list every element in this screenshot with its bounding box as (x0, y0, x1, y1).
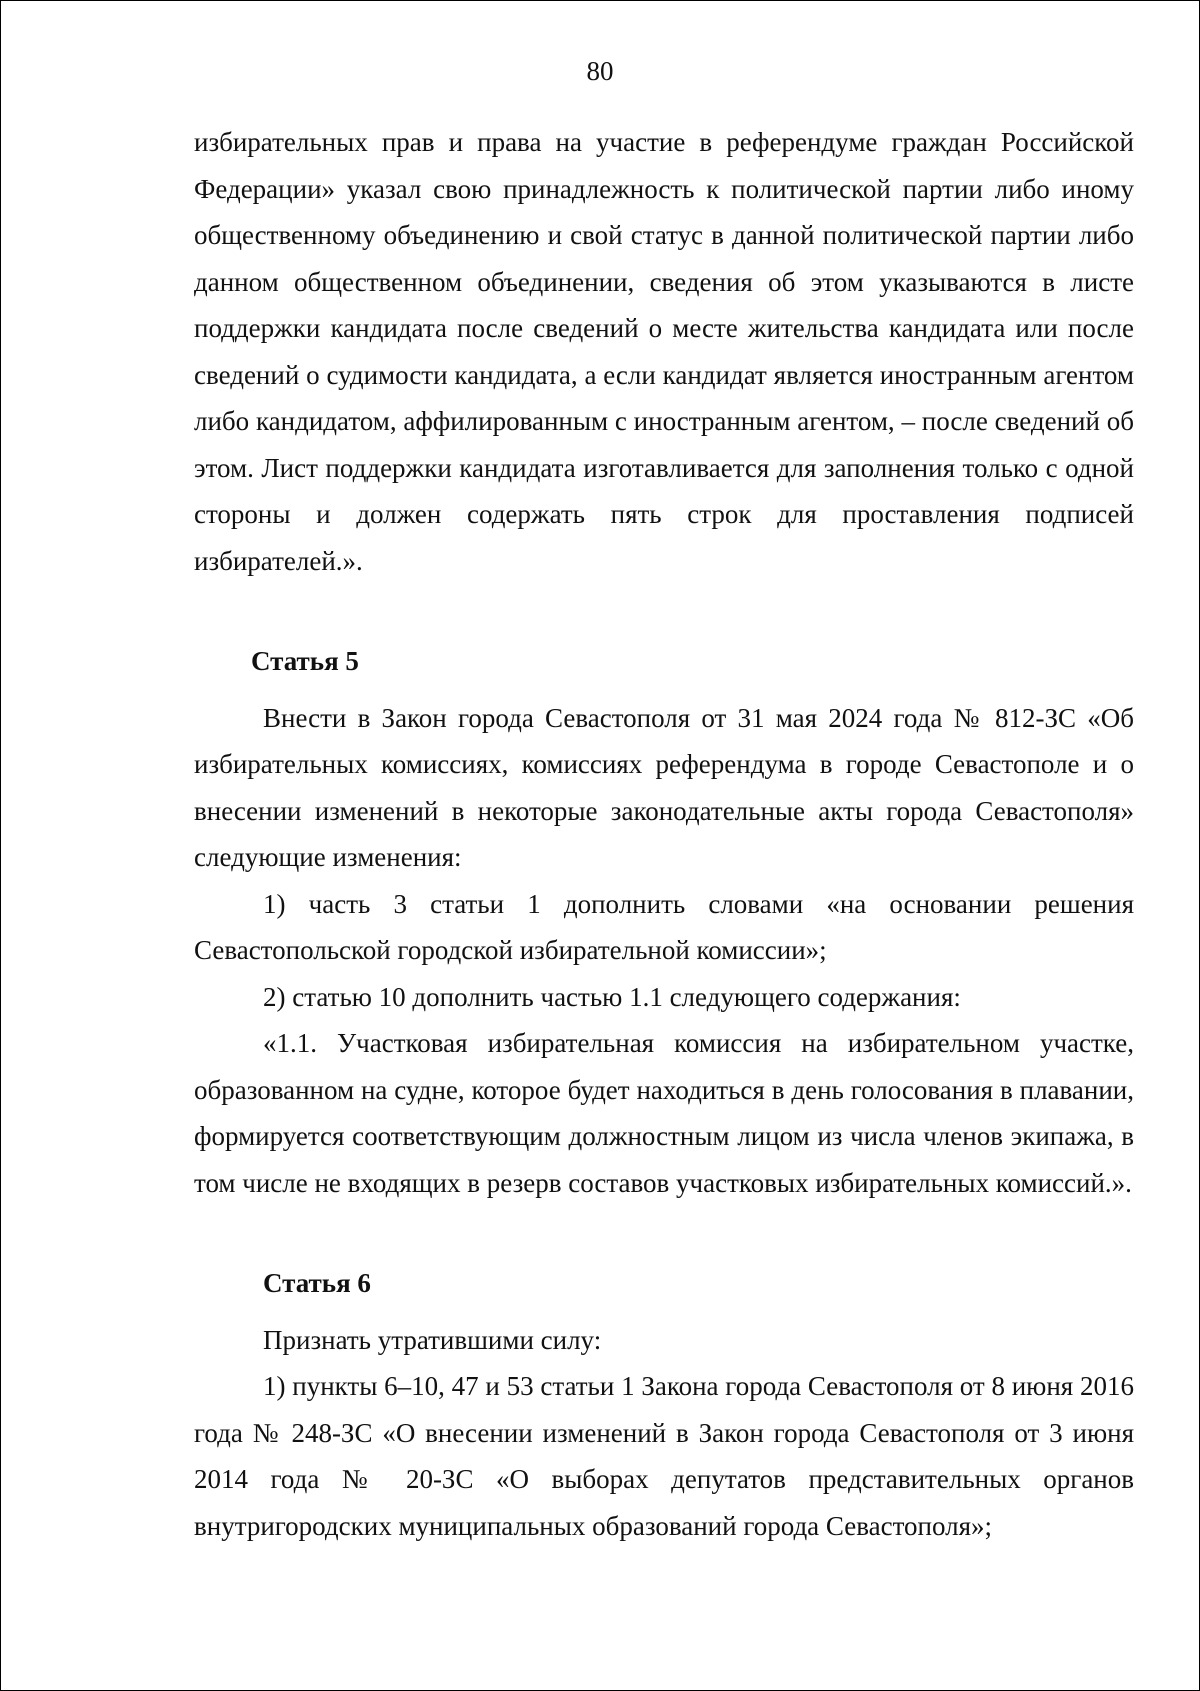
article-6-item-1: 1) пункты 6–10, 47 и 53 статьи 1 Закона города Севастополя от 8 июня 2016 года № 248-ЗС «О внесении изменений в Закон города Севастополя от 3 июня 2014 года № 20-ЗС «О выборах депутатов представительных органов внутригородских муниципальных образований города Севастополя»; (194, 1371, 1134, 1541)
article-5-heading: Статья 5 (251, 646, 359, 676)
spacer (194, 1206, 1134, 1260)
article-5-quote: «1.1. Участковая избирательная комиссия на избирательном участке, образованном на судне, которое будет находиться в день голосования в плавании, формируется соответствующим должностным лицом из числа членов экипажа, в том числе не входящих в резерв составов участковых избирательных комиссий.». (194, 1028, 1134, 1198)
spacer (194, 1307, 1134, 1317)
document-body (194, 119, 1134, 1549)
article-5-item-1: 1) часть 3 статьи 1 дополнить словами «на основании решения Севастопольской городской избирательной комиссии»; (194, 888, 1134, 965)
article-5-intro: Внести в Закон города Севастополя от 31 мая 2024 года № 812-ЗС «Об избирательных комиссиях, комиссиях референдума в городе Севастополе и о внесении изменений в некоторые законодательные акты города Севастополя» следующие изменения: (194, 702, 1134, 872)
spacer (194, 584, 1134, 638)
spacer (194, 685, 1134, 695)
article-5-item-2: 2) статью 10 дополнить частью 1.1 следующего содержания: (263, 981, 961, 1012)
page-number: 80 (586, 56, 614, 86)
article-6-intro: Признать утратившими силу: (263, 1324, 602, 1355)
intro-paragraph: избирательных прав и права на участие в референдуме граждан Российской Федерации» указал свою принадлежность к политической партии либо иному общественному объединению и свой статус в данной политической партии либо данном общественном объединении, сведения об этом указываются в листе поддержки кандидата после сведений о месте жительства кандидата или после сведений о судимости кандидата, а если кандидат является иностранным агентом либо кандидатом, аффилированным с иностранным агентом, – после сведений об этом. Лист поддержки кандидата изготавливается для заполнения только с одной стороны и должен содержать пять строк для проставления подписей избирателей.». (194, 127, 1134, 576)
article-6-heading: Статья 6 (263, 1268, 371, 1298)
